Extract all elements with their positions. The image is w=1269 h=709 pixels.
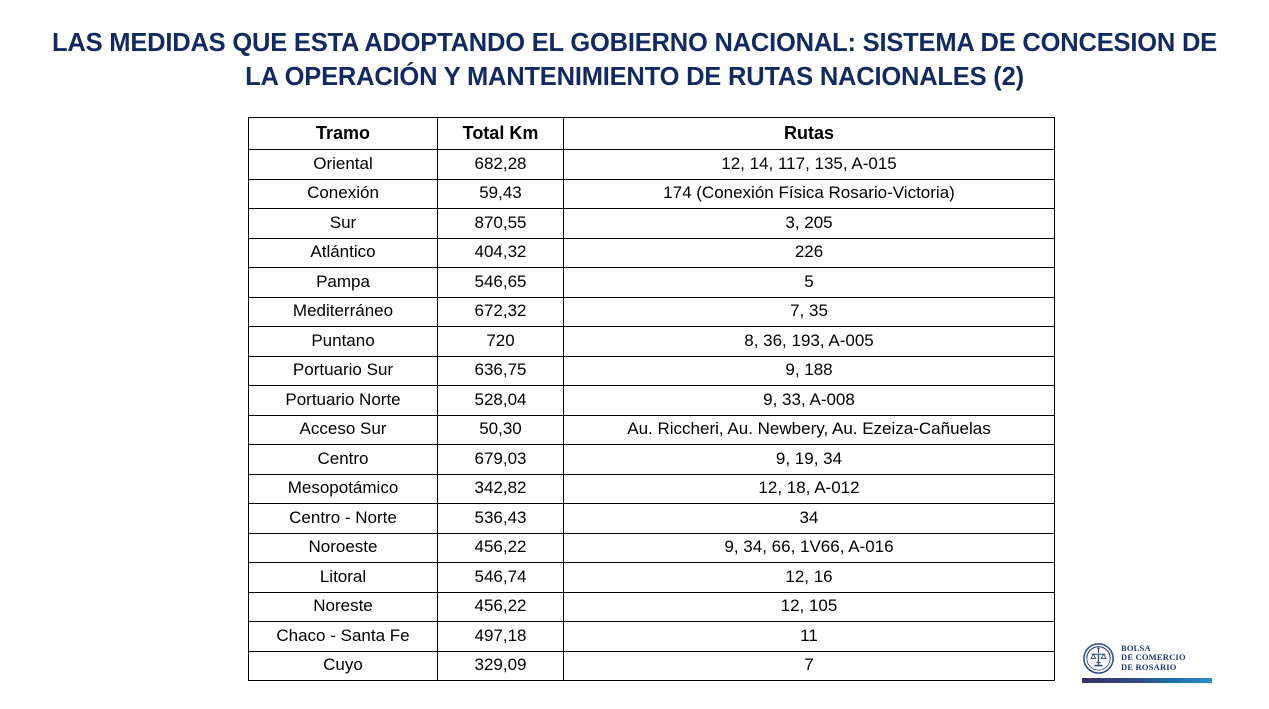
seal-emblem-icon	[1082, 642, 1115, 675]
title-line-2: LA OPERACIÓN Y MANTENIMIENTO DE RUTAS NACIONALES (2)	[245, 63, 1024, 91]
cell-tramo: Portuario Sur	[249, 356, 438, 386]
cell-tramo: Cuyo	[249, 651, 438, 681]
cell-rutas: 8, 36, 193, A-005	[564, 327, 1055, 357]
cell-total-km: 50,30	[438, 415, 564, 445]
cell-tramo: Litoral	[249, 563, 438, 593]
cell-tramo: Chaco - Santa Fe	[249, 622, 438, 652]
logo-row	[1082, 640, 1214, 676]
table-row	[249, 327, 1055, 357]
cell-total-km: 497,18	[438, 622, 564, 652]
cell-tramo: Mesopotámico	[249, 474, 438, 504]
table-header-row	[249, 118, 1055, 150]
cell-rutas: 12, 14, 117, 135, A-015	[564, 150, 1055, 180]
table-body	[249, 150, 1055, 681]
table-row	[249, 474, 1055, 504]
column-header-rutas: Rutas	[564, 118, 1055, 150]
table-row	[249, 415, 1055, 445]
table-row	[249, 592, 1055, 622]
cell-tramo: Noreste	[249, 592, 438, 622]
cell-total-km: 536,43	[438, 504, 564, 534]
table-row	[249, 386, 1055, 416]
table-row	[249, 622, 1055, 652]
table-header	[249, 118, 1055, 150]
cell-total-km: 528,04	[438, 386, 564, 416]
table-row	[249, 445, 1055, 475]
cell-rutas: 174 (Conexión Física Rosario-Victoria)	[564, 179, 1055, 209]
table-row	[249, 297, 1055, 327]
column-header-tramo: Tramo	[249, 118, 438, 150]
routes-table-container	[248, 117, 1054, 681]
column-header-total-km: Total Km	[438, 118, 564, 150]
cell-rutas: Au. Riccheri, Au. Newbery, Au. Ezeiza-Cañuelas	[564, 415, 1055, 445]
cell-tramo: Puntano	[249, 327, 438, 357]
logo-wordmark	[1121, 644, 1186, 673]
cell-rutas: 12, 105	[564, 592, 1055, 622]
cell-rutas: 9, 34, 66, 1V66, A-016	[564, 533, 1055, 563]
cell-total-km: 870,55	[438, 209, 564, 239]
table-row	[249, 356, 1055, 386]
cell-tramo: Atlántico	[249, 238, 438, 268]
cell-rutas: 9, 19, 34	[564, 445, 1055, 475]
cell-total-km: 342,82	[438, 474, 564, 504]
logo-gradient-bar	[1082, 678, 1212, 683]
cell-tramo: Conexión	[249, 179, 438, 209]
cell-tramo: Sur	[249, 209, 438, 239]
cell-total-km: 546,74	[438, 563, 564, 593]
cell-tramo: Noroeste	[249, 533, 438, 563]
title-line-1: LAS MEDIDAS QUE ESTA ADOPTANDO EL GOBIERNO NACIONAL: SISTEMA DE CONCESION DE	[52, 29, 1217, 57]
cell-tramo: Portuario Norte	[249, 386, 438, 416]
table-row	[249, 268, 1055, 298]
cell-rutas: 12, 16	[564, 563, 1055, 593]
logo-line-3: DE ROSARIO	[1121, 661, 1177, 672]
cell-rutas: 9, 188	[564, 356, 1055, 386]
cell-total-km: 679,03	[438, 445, 564, 475]
cell-total-km: 59,43	[438, 179, 564, 209]
cell-tramo: Centro	[249, 445, 438, 475]
cell-total-km: 720	[438, 327, 564, 357]
cell-total-km: 404,32	[438, 238, 564, 268]
cell-rutas: 12, 18, A-012	[564, 474, 1055, 504]
table-row	[249, 209, 1055, 239]
cell-rutas: 34	[564, 504, 1055, 534]
cell-rutas: 7, 35	[564, 297, 1055, 327]
cell-rutas: 3, 205	[564, 209, 1055, 239]
cell-total-km: 546,65	[438, 268, 564, 298]
cell-tramo: Acceso Sur	[249, 415, 438, 445]
table-row	[249, 563, 1055, 593]
cell-rutas: 226	[564, 238, 1055, 268]
cell-tramo: Oriental	[249, 150, 438, 180]
table-row	[249, 651, 1055, 681]
table-row	[249, 533, 1055, 563]
cell-total-km: 456,22	[438, 592, 564, 622]
table-row	[249, 238, 1055, 268]
cell-rutas: 5	[564, 268, 1055, 298]
cell-tramo: Centro - Norte	[249, 504, 438, 534]
cell-rutas: 7	[564, 651, 1055, 681]
cell-total-km: 636,75	[438, 356, 564, 386]
page-title	[0, 26, 1269, 94]
cell-total-km: 672,32	[438, 297, 564, 327]
cell-rutas: 9, 33, A-008	[564, 386, 1055, 416]
logo-line-2: DE COMERCIO	[1121, 652, 1186, 663]
bolsa-de-comercio-de-rosario-logo	[1082, 640, 1214, 688]
cell-tramo: Mediterráneo	[249, 297, 438, 327]
table-row	[249, 150, 1055, 180]
routes-table	[248, 117, 1055, 681]
cell-tramo: Pampa	[249, 268, 438, 298]
logo-line-1: BOLSA	[1121, 642, 1151, 653]
cell-total-km: 329,09	[438, 651, 564, 681]
cell-rutas: 11	[564, 622, 1055, 652]
cell-total-km: 456,22	[438, 533, 564, 563]
table-row	[249, 504, 1055, 534]
cell-total-km: 682,28	[438, 150, 564, 180]
table-row	[249, 179, 1055, 209]
